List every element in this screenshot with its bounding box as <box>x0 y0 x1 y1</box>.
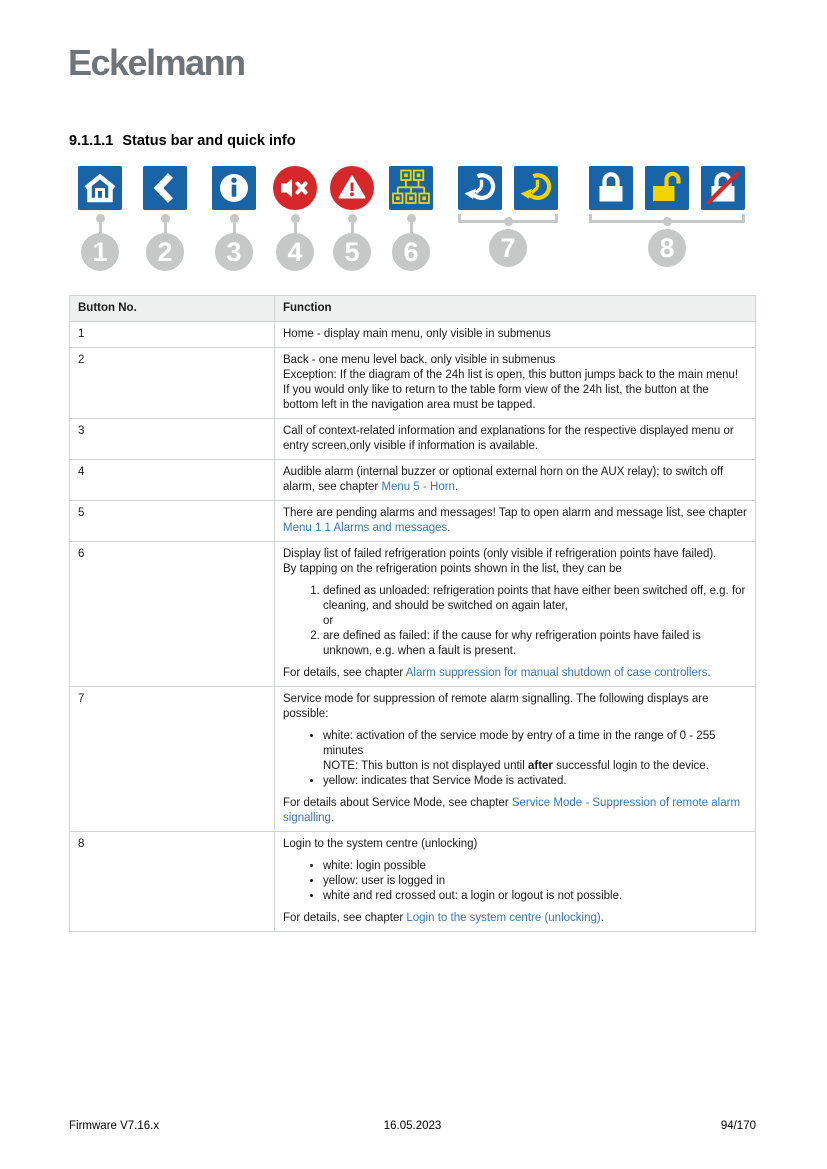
paragraph <box>283 796 747 826</box>
list-item <box>323 774 747 789</box>
back-icon <box>143 166 187 210</box>
function-cell <box>275 419 756 460</box>
text-segment: white: login possible <box>323 860 426 872</box>
button-no-cell: 4 <box>70 460 275 501</box>
paragraph <box>283 465 747 495</box>
text-segment: yellow: user is logged in <box>323 875 446 887</box>
home-icon <box>78 166 122 210</box>
callout-1 <box>78 214 122 271</box>
text-segment: For details about Service Mode, see chapter <box>283 797 512 809</box>
text-segment: . <box>707 667 711 679</box>
failed-refrigeration-points-icon <box>389 166 433 210</box>
chapter-link[interactable]: Service Mode - Suppression of remote alarm signalling <box>283 797 741 824</box>
callout-7 <box>458 214 558 267</box>
paragraph <box>283 327 747 342</box>
table-row <box>70 460 756 501</box>
text-segment: . <box>330 812 335 824</box>
text-segment: white and red crossed out: a login or logout is not possible. <box>323 890 623 902</box>
list-item <box>323 889 747 904</box>
button-no-cell: 7 <box>70 687 275 832</box>
text-segment: successful login to the device. <box>552 760 709 772</box>
button-no-cell: 3 <box>70 419 275 460</box>
callout-5 <box>330 214 374 271</box>
table-row <box>70 419 756 460</box>
callout-number: 8 <box>648 229 686 267</box>
text-segment: Login to the system centre (unlocking) <box>283 838 478 850</box>
audible-alarm-mute-icon <box>273 166 317 210</box>
function-cell <box>275 542 756 687</box>
callout-4 <box>273 214 317 271</box>
legend-unit-info <box>212 166 256 271</box>
bullet-list <box>283 859 747 904</box>
section-title: Status bar and quick info <box>122 133 296 149</box>
button-no-cell: 2 <box>70 348 275 419</box>
legend-unit-audible-alarm <box>273 166 317 271</box>
button-no-cell: 6 <box>70 542 275 687</box>
text-segment: Back - one menu level back, only visible in submenus Exception: If the diagram of the 24h list is open, this button jumps back to the main menu! If you would only like to return to the table form view of the 24h list, the button at the bottom left in the navigation area must be tapped. <box>283 354 739 411</box>
list-item <box>323 859 747 874</box>
eckelmann-logo: Eckelmann <box>68 42 245 83</box>
function-cell <box>275 322 756 348</box>
column-header-button-no: Button No. <box>70 296 275 322</box>
callout-number: 7 <box>489 229 527 267</box>
text-segment: Home - display main menu, only visible in submenus <box>283 328 551 340</box>
paragraph <box>283 692 747 722</box>
callout-number: 6 <box>392 233 430 271</box>
list-item <box>323 729 747 774</box>
text-segment: . <box>600 912 604 924</box>
text-segment: For details, see chapter <box>283 667 406 679</box>
legend-unit-alarm <box>330 166 374 271</box>
callout-8 <box>589 214 745 267</box>
legend-unit-failed-points <box>389 166 433 271</box>
function-cell <box>275 832 756 932</box>
legend-unit-service-mode <box>458 166 558 267</box>
section-number: 9.1.1.1 <box>69 133 114 149</box>
function-table <box>69 295 756 932</box>
function-cell <box>275 460 756 501</box>
text-segment: Display list of failed refrigeration points (only visible if refrigeration points have failed). By tapping on the refrigeration points shown in the list, they can be <box>283 548 717 575</box>
footer-firmware-version: Firmware V7.16.x <box>69 1120 160 1132</box>
numbered-list <box>283 584 747 659</box>
function-cell <box>275 501 756 542</box>
table-row <box>70 348 756 419</box>
bullet-list <box>283 729 747 789</box>
paragraph <box>283 837 747 852</box>
bold-text: after <box>527 760 553 772</box>
status-bar-legend <box>69 166 745 271</box>
chapter-link[interactable]: Menu 1 1 Alarms and messages <box>283 522 448 534</box>
text-segment: white: activation of the service mode by entry of a time in the range of 0 - 255 minutes NOTE: This button is not displayed until <box>323 730 716 772</box>
table-row <box>70 687 756 832</box>
footer-date: 16.05.2023 <box>383 1120 442 1132</box>
function-cell <box>275 687 756 832</box>
table-row <box>70 322 756 348</box>
service-mode-white-icon <box>458 166 502 210</box>
chapter-link[interactable]: Alarm suppression for manual shutdown of case controllers <box>405 667 708 679</box>
text-segment: are defined as failed: if the cause for why refrigeration points have failed is unknown, e.g. when a fault is present. <box>323 630 701 657</box>
paragraph <box>283 547 747 577</box>
paragraph <box>283 506 747 536</box>
footer-page-number: 94/170 <box>720 1120 756 1132</box>
table-row <box>70 542 756 687</box>
lock-closed-white-icon <box>589 166 633 210</box>
paragraph <box>283 424 747 454</box>
button-no-cell: 5 <box>70 501 275 542</box>
paragraph <box>283 666 747 681</box>
callout-number: 3 <box>215 233 253 271</box>
chapter-link[interactable]: Menu 5 - Horn <box>381 481 455 493</box>
callout-number: 2 <box>146 233 184 271</box>
callout-number: 4 <box>276 233 314 271</box>
legend-unit-home <box>78 166 122 271</box>
text-segment: Audible alarm (internal buzzer or optional external horn on the AUX relay); to switch off alarm, see chapter <box>283 466 724 493</box>
callout-3 <box>212 214 256 271</box>
text-segment: For details, see chapter <box>283 912 407 924</box>
lock-crossed-icon <box>701 166 745 210</box>
callout-2 <box>143 214 187 271</box>
text-segment: . <box>447 522 451 534</box>
text-segment: Service mode for suppression of remote alarm signalling. The following displays are possible: <box>283 693 709 720</box>
paragraph <box>283 911 747 926</box>
table-row <box>70 501 756 542</box>
text-segment: There are pending alarms and messages! Tap to open alarm and message list, see chapter <box>283 507 747 519</box>
section-heading <box>69 133 296 149</box>
callout-6 <box>389 214 433 271</box>
list-item <box>323 629 747 659</box>
button-no-cell: 8 <box>70 832 275 932</box>
callout-number: 1 <box>81 233 119 271</box>
function-cell <box>275 348 756 419</box>
lock-open-yellow-icon <box>645 166 689 210</box>
legend-unit-back <box>143 166 187 271</box>
table-header-row <box>70 296 756 322</box>
alarm-warning-icon <box>330 166 374 210</box>
button-no-cell: 1 <box>70 322 275 348</box>
column-header-function: Function <box>275 296 756 322</box>
table-row <box>70 832 756 932</box>
text-segment: yellow: indicates that Service Mode is activated. <box>323 775 567 787</box>
legend-unit-login <box>589 166 745 267</box>
info-icon <box>212 166 256 210</box>
text-segment: Call of context-related information and explanations for the respective displayed menu or entry screen,only visible if information is available. <box>283 425 734 452</box>
text-segment: defined as unloaded: refrigeration points that have either been switched off, e.g. for cleaning, and should be switched on again later, or <box>323 585 746 627</box>
list-item <box>323 874 747 889</box>
callout-number: 5 <box>333 233 371 271</box>
paragraph <box>283 353 747 413</box>
text-segment: . <box>454 481 459 493</box>
chapter-link[interactable]: Login to the system centre (unlocking) <box>406 912 601 924</box>
list-item <box>323 584 747 629</box>
service-mode-yellow-icon <box>514 166 558 210</box>
